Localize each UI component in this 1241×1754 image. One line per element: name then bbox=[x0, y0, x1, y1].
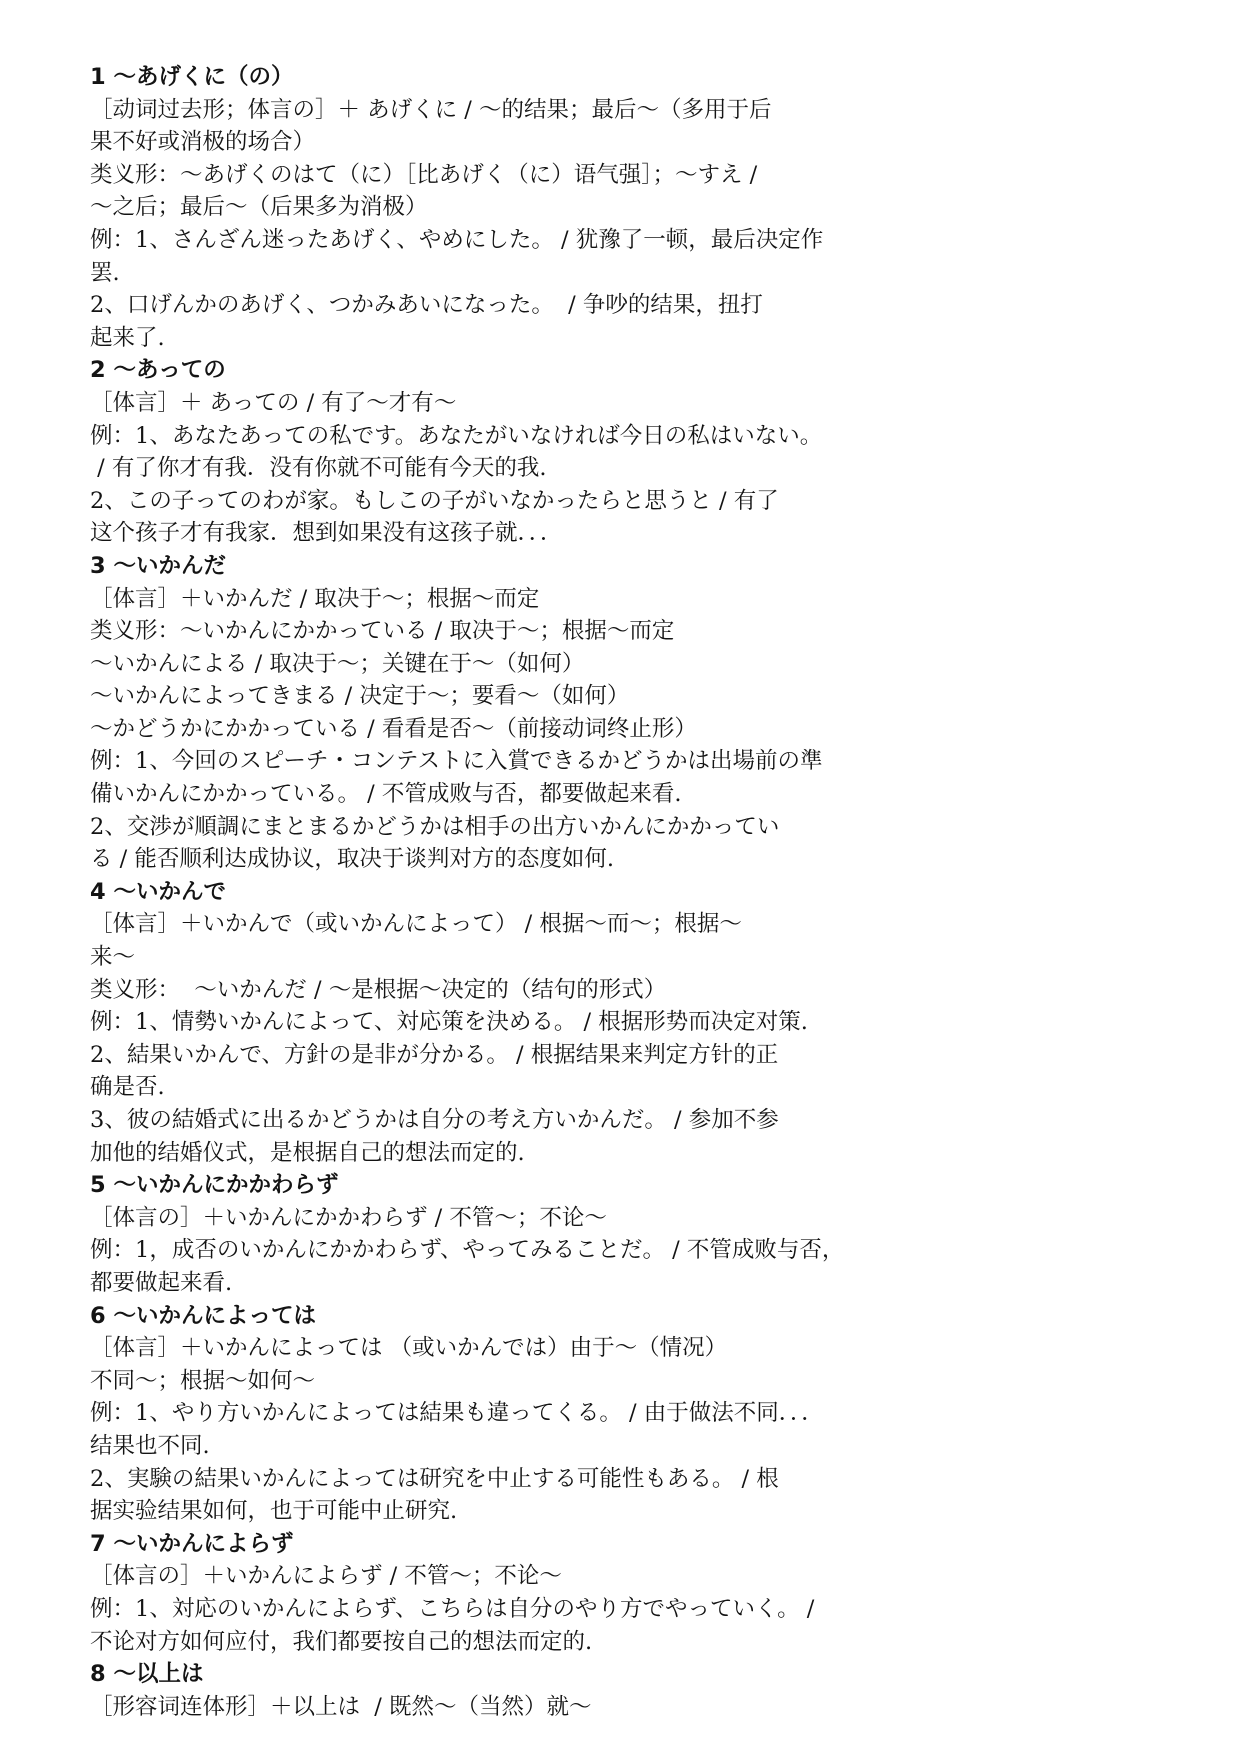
section-heading: 5 ～いかんにかかわらず bbox=[90, 1172, 339, 1199]
section-heading: 8 ～以上は bbox=[90, 1661, 204, 1688]
text-line: ［体言］＋いかんによっては （或いかんでは）由于～（情况） bbox=[90, 1335, 728, 1362]
text-line: ～いかんによる / 取决于～；关键在于～（如何） bbox=[90, 650, 585, 677]
text-line: ［体言］＋いかんで（或いかんによって） / 根据～而～；根据～ bbox=[90, 911, 742, 938]
text-line: 类义形： ～いかんだ / ～是根据～决定的（结句的形式） bbox=[90, 976, 667, 1003]
text-line: 例：1、情勢いかんによって、対応策を決める。 / 根据形势而决定对策. bbox=[90, 1009, 808, 1036]
text-line: 2、この子ってのわが家。もしこの子がいなかったらと思うと / 有了 bbox=[90, 487, 779, 514]
text-line: ［动词过去形；体言の］＋ あげくに / ～的结果；最后～（多用于后 bbox=[90, 96, 772, 123]
text-line: 果不好或消极的场合） bbox=[90, 129, 316, 156]
text-line: 例：1、対応のいかんによらず、こちらは自分のやり方でやっていく。 / bbox=[90, 1595, 815, 1622]
text-line: 这个孩子才有我家．想到如果没有这孩子就．．． bbox=[90, 520, 563, 547]
text-line: 2、口げんかのあげく、つかみあいになった。 / 争吵的结果，扭打 bbox=[90, 292, 763, 319]
text-line: 类义形：～あげくのはて（に）［比あげく（に）语气强］；～すえ / bbox=[90, 161, 758, 188]
text-line: 起来了. bbox=[90, 324, 165, 351]
text-line: ［体言の］＋いかんによらず / 不管～；不论～ bbox=[90, 1563, 562, 1590]
text-line: ［体言の］＋いかんにかかわらず / 不管～；不论～ bbox=[90, 1204, 607, 1231]
text-line: 类义形：～いかんにかかっている / 取决于～；根据～而定 bbox=[90, 618, 675, 645]
text-line: 例：1、やり方いかんによっては結果も違ってくる。 / 由于做法不同．．． bbox=[90, 1400, 824, 1427]
section-heading: 2 ～あっての bbox=[90, 357, 226, 384]
document-page bbox=[90, 61, 1170, 1723]
text-line: ［体言］＋ あっての / 有了～才有～ bbox=[90, 389, 457, 416]
text-line: 来～ bbox=[90, 944, 136, 971]
text-line: 2、交渉が順調にまとまるかどうかは相手の出方いかんにかかってい bbox=[90, 813, 780, 840]
text-line: 例：1、今回のスピーチ・コンテストに入賞できるかどうかは出場前の準 bbox=[90, 748, 823, 775]
text-line: 備いかんにかかっている。 / 不管成败与否，都要做起来看. bbox=[90, 781, 682, 808]
section-heading: 3 ～いかんだ bbox=[90, 552, 226, 579]
text-line: 例：1、あなたあっての私です。あなたがいなければ今日の私はいない。 bbox=[90, 422, 823, 449]
text-line: 确是否. bbox=[90, 1074, 165, 1101]
text-line: 加他的结婚仪式，是根据自己的想法而定的. bbox=[90, 1139, 525, 1166]
text-line: ～かどうかにかかっている / 看看是否～（前接动词终止形） bbox=[90, 715, 697, 742]
text-line: 结果也不同. bbox=[90, 1432, 210, 1459]
text-line: ［形容词连体形］＋以上は / 既然～（当然）就～ bbox=[90, 1693, 592, 1720]
text-line: 例：1，成否のいかんにかかわらず、やってみることだ。 / 不管成败与否， bbox=[90, 1237, 845, 1264]
text-line: 都要做起来看. bbox=[90, 1269, 233, 1296]
section-heading: 1 ～あげくに（の） bbox=[90, 64, 294, 90]
text-line: 据实验结果如何，也于可能中止研究. bbox=[90, 1498, 458, 1525]
text-line: 罢. bbox=[90, 259, 120, 286]
section-heading: 4 ～いかんで bbox=[90, 878, 226, 905]
text-line: ～いかんによってきまる / 决定于～；要看～（如何） bbox=[90, 683, 630, 710]
text-line: 3、彼の結婚式に出るかどうかは自分の考え方いかんだ。 / 参加不参 bbox=[90, 1107, 779, 1133]
text-line: 不论对方如何应付，我们都要按自己的想法而定的. bbox=[90, 1628, 593, 1655]
section-heading: 6 ～いかんによっては bbox=[90, 1302, 316, 1329]
text-line: 不同～；根据～如何～ bbox=[90, 1367, 316, 1394]
text-line: 例：1、さんざん迷ったあげく、やめにした。 / 犹豫了一顿，最后决定作 bbox=[90, 226, 824, 253]
text-line: る / 能否顺利达成协议，取决于谈判对方的态度如何. bbox=[90, 846, 615, 873]
text-line: / 有了你才有我．没有你就不可能有今天的我. bbox=[90, 455, 547, 482]
text-line: ［体言］＋いかんだ / 取决于～；根据～而定 bbox=[90, 585, 540, 612]
text-line: 2、実験の結果いかんによっては研究を中止する可能性もある。 / 根 bbox=[90, 1465, 779, 1492]
text-line: 2、結果いかんで、方針の是非が分かる。 / 根据结果来判定方针的正 bbox=[90, 1041, 779, 1068]
section-heading: 7 ～いかんによらず bbox=[90, 1530, 294, 1557]
text-line: ～之后；最后～（后果多为消极） bbox=[90, 194, 428, 221]
